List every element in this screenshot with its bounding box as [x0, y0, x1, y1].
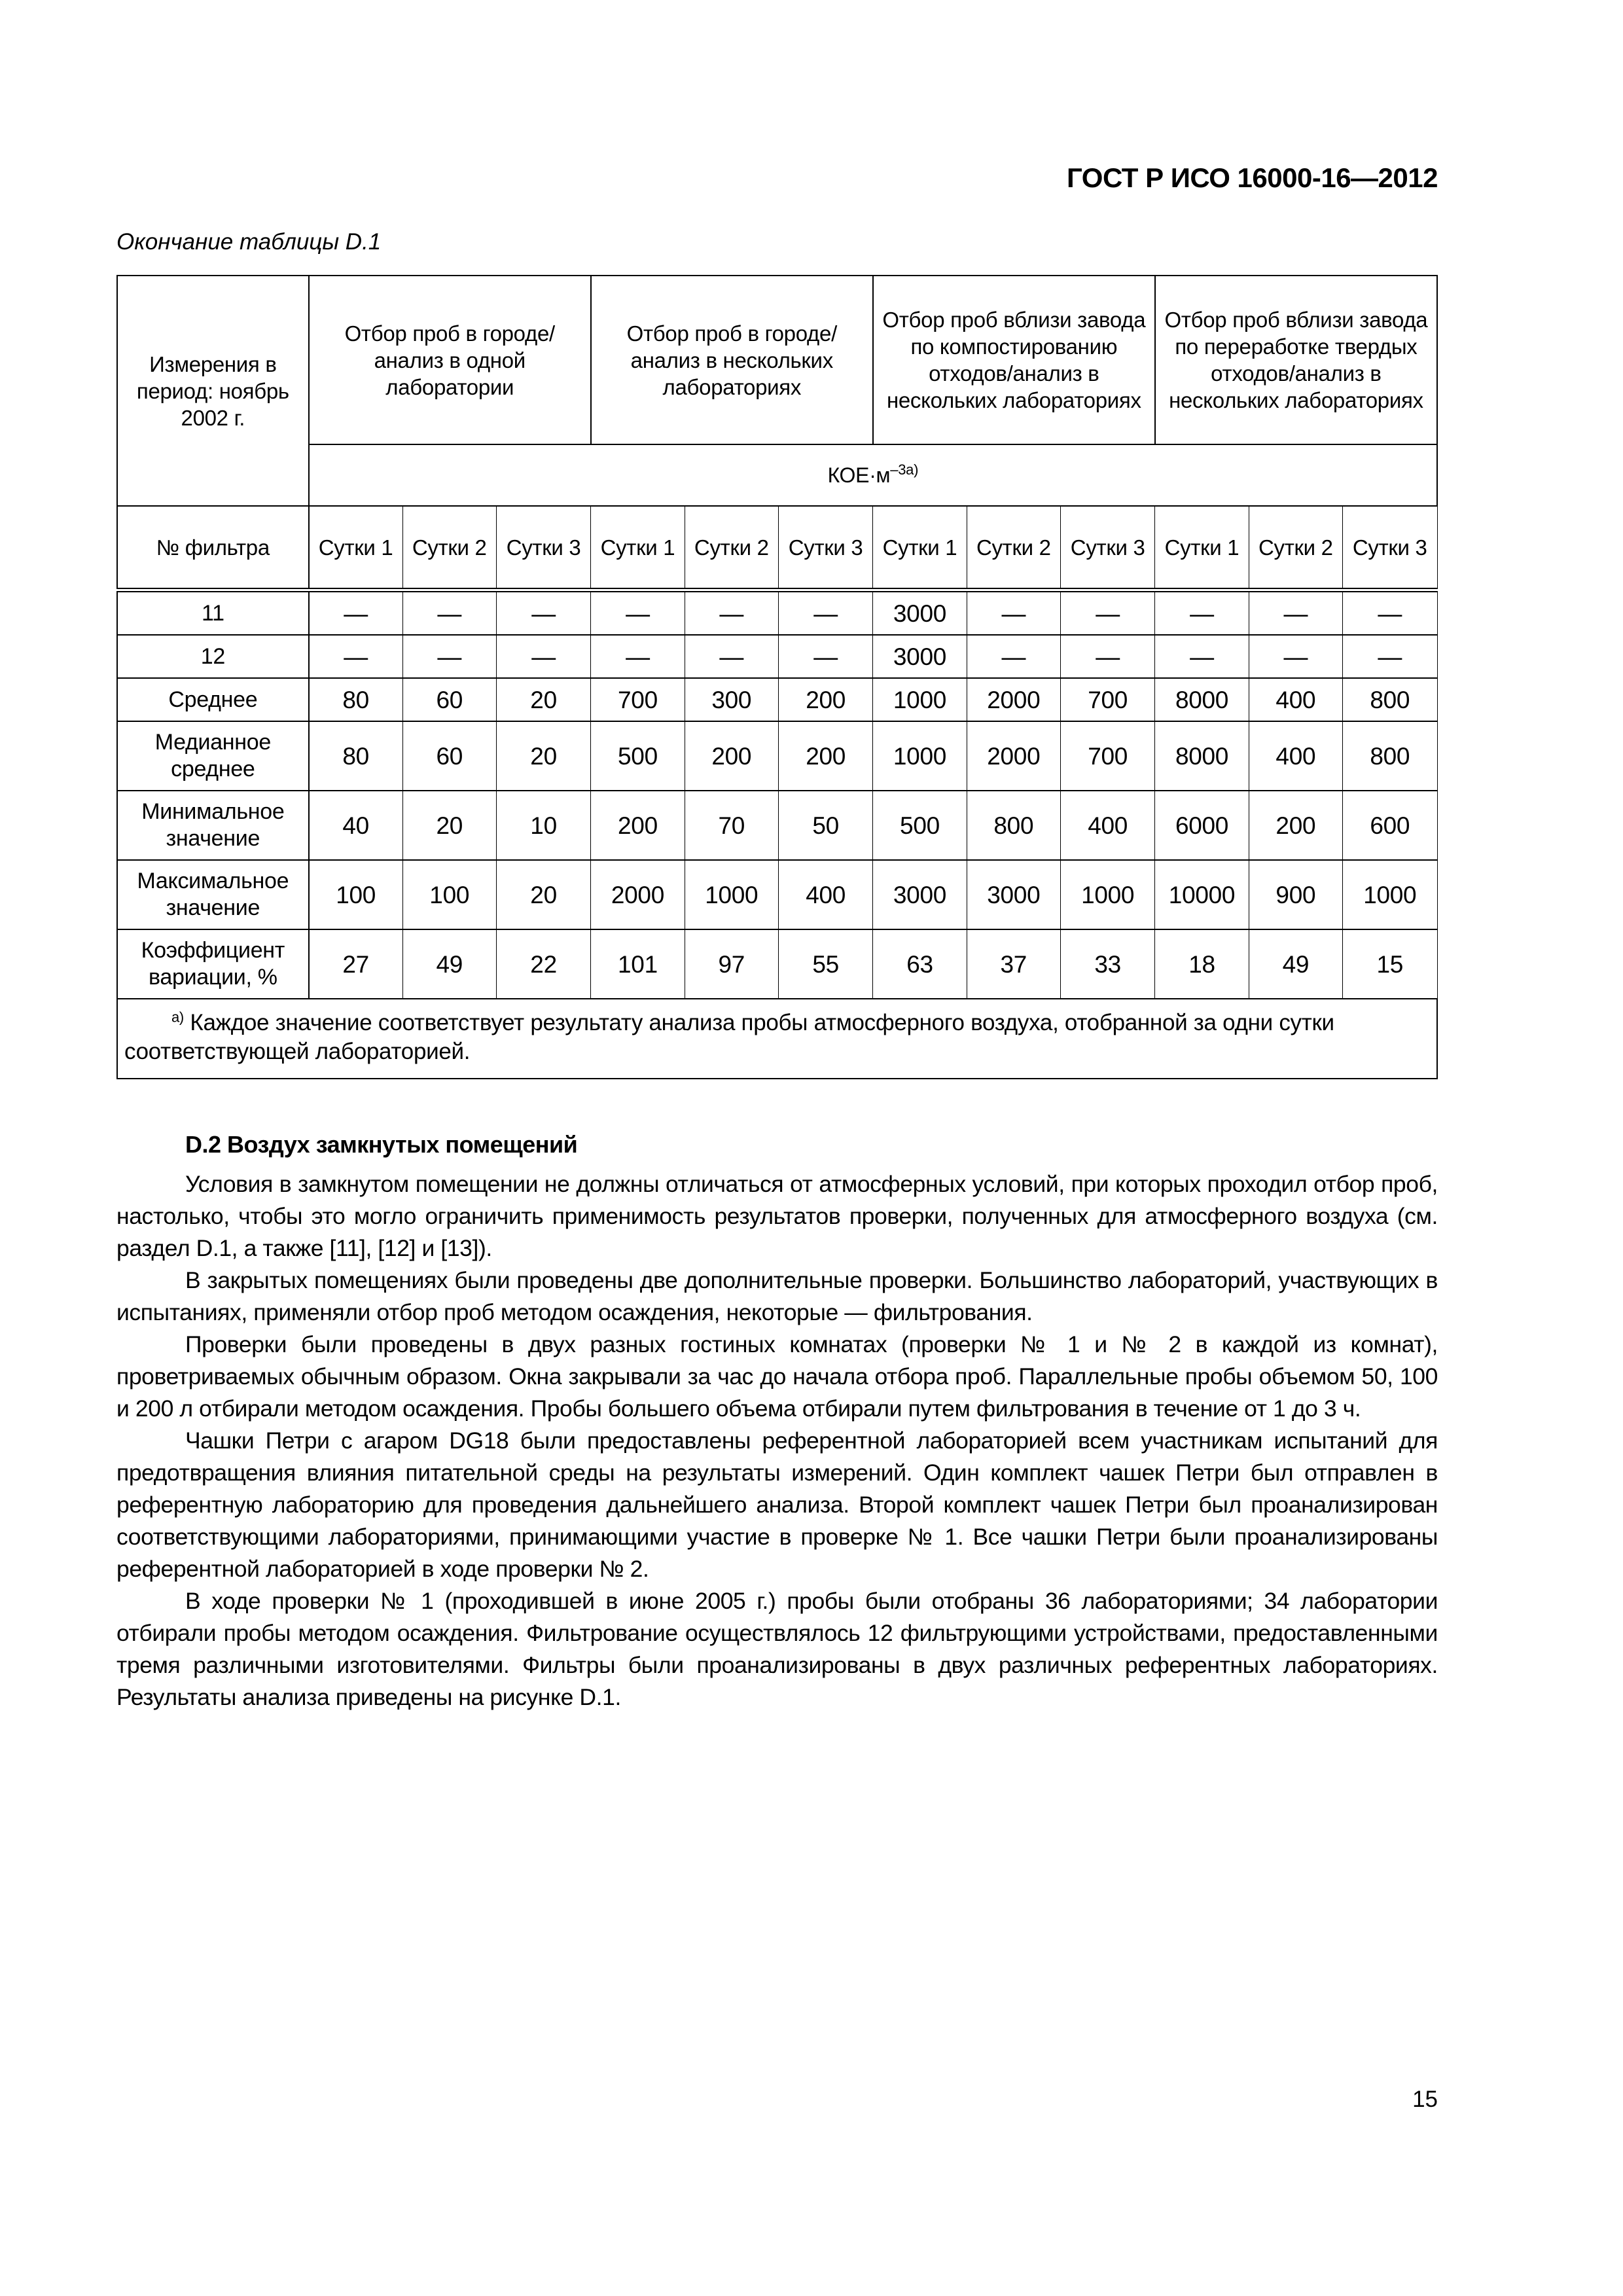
day-header: Сутки 1: [309, 506, 402, 590]
cell: 400: [1249, 721, 1342, 791]
cell: —: [1060, 590, 1154, 636]
cell: —: [1249, 590, 1342, 636]
cell: —: [1155, 635, 1249, 678]
cell: 3000: [873, 590, 967, 636]
cell: 2000: [967, 678, 1060, 721]
cell: —: [1060, 635, 1154, 678]
table-row: [117, 590, 1437, 636]
paragraph: Проверки были проведены в двух разных гостиных комнатах (проверки № 1 и № 2 в каждой из комнат), проветриваемых обычным образом. Окна закрывали за час до начала отбора проб. Параллельные пробы объемом 50, 100 и 200 л отбирали методом осаждения. Пробы большего объема отбирали путем фильтрования в течение от 1 до 3 ч.: [116, 1331, 1438, 1422]
cell: 200: [685, 721, 778, 791]
cell: —: [309, 590, 402, 636]
row-label: Коэффициент вариации, %: [117, 929, 309, 999]
table-row: [117, 929, 1437, 999]
cell: 2000: [967, 721, 1060, 791]
cell: 1000: [1343, 860, 1437, 929]
filter-header: № фильтра: [117, 506, 309, 590]
cell: —: [1343, 590, 1437, 636]
cell: 10000: [1155, 860, 1249, 929]
cell: 600: [1343, 791, 1437, 860]
cell: 49: [1249, 929, 1342, 999]
section-body: [116, 1168, 1438, 1713]
cell: 20: [402, 791, 496, 860]
day-header: Сутки 2: [402, 506, 496, 590]
cell: 1000: [873, 678, 967, 721]
cell: 100: [402, 860, 496, 929]
cell: 49: [402, 929, 496, 999]
day-header: Сутки 1: [1155, 506, 1249, 590]
cell: 55: [778, 929, 872, 999]
cell: —: [685, 635, 778, 678]
table-row: [117, 860, 1437, 929]
cell: 20: [496, 678, 590, 721]
cell: —: [967, 635, 1060, 678]
cell: 400: [1060, 791, 1154, 860]
cell: 700: [1060, 678, 1154, 721]
paragraph: Чашки Петри с агаром DG18 были предоставлены референтной лабораторией всем участникам испытаний для предотвращения влияния питательной среды на результаты измерений. Один комплект чашек Петри был отправлен в референтную лабораторию для проведения дальнейшего анализа. Второй комплект чашек Петри был проанализирован соответствующими лабораториями, принимающими участие в проверке № 1. Все чашки Петри были проанализированы референтной лабораторией в ходе проверки № 2.: [116, 1427, 1438, 1582]
cell: 18: [1155, 929, 1249, 999]
cell: 400: [1249, 678, 1342, 721]
cell: —: [778, 590, 872, 636]
day-header: Сутки 1: [873, 506, 967, 590]
cell: 6000: [1155, 791, 1249, 860]
row-label: 12: [117, 635, 309, 678]
cell: 400: [778, 860, 872, 929]
row-label: Медианное среднее: [117, 721, 309, 791]
cell: 60: [402, 678, 496, 721]
cell: 500: [591, 721, 685, 791]
cell: 200: [778, 678, 872, 721]
cell: 1000: [1060, 860, 1154, 929]
cell: 97: [685, 929, 778, 999]
day-header: Сутки 3: [1060, 506, 1154, 590]
row-label: Минимальное значение: [117, 791, 309, 860]
cell: 80: [309, 721, 402, 791]
corner-header: Измерения в период: ноябрь 2002 г.: [117, 276, 309, 506]
paragraph: В ходе проверки № 1 (проходившей в июне 2005 г.) пробы были отобраны 36 лабораториями; 34 лаборатории отбирали пробы методом осаждения. Фильтрование осуществлялось 12 фильтрующими устройствами, предоставленными тремя различными изготовителями. Фильтры были проанализированы в двух различных референтных лабораториях. Результаты анализа приведены на рисунке D.1.: [116, 1588, 1438, 1710]
results-table: [116, 275, 1438, 1079]
cell: —: [591, 635, 685, 678]
footnote-marker: а): [171, 1009, 184, 1026]
table-footnote: [117, 999, 1437, 1079]
cell: 700: [1060, 721, 1154, 791]
row-label: Среднее: [117, 678, 309, 721]
footnote-text: Каждое значение соответствует результату анализа пробы атмосферного воздуха, отобранной за одни сутки соответствующей лабораторией.: [124, 1010, 1334, 1064]
day-header: Сутки 1: [591, 506, 685, 590]
unit-text: КОЕ·м: [827, 463, 891, 487]
day-header: Сутки 3: [778, 506, 872, 590]
cell: 100: [309, 860, 402, 929]
cell: 40: [309, 791, 402, 860]
cell: 2000: [591, 860, 685, 929]
cell: 3000: [873, 860, 967, 929]
group-header: Отбор проб в городе/анализ в нескольких лабораториях: [591, 276, 873, 444]
unit-row: [117, 444, 1437, 506]
document-code: ГОСТ Р ИСО 16000-16—2012: [1067, 162, 1438, 193]
cell: 1000: [873, 721, 967, 791]
footnote-row: [117, 999, 1437, 1079]
row-label: Максимальное значение: [117, 860, 309, 929]
table-row: [117, 721, 1437, 791]
cell: —: [496, 590, 590, 636]
cell: —: [685, 590, 778, 636]
group-header: Отбор проб в городе/анализ в одной лаборатории: [309, 276, 591, 444]
cell: 1000: [685, 860, 778, 929]
cell: 800: [967, 791, 1060, 860]
cell: 200: [1249, 791, 1342, 860]
cell: —: [778, 635, 872, 678]
day-header: Сутки 2: [967, 506, 1060, 590]
table-caption: Окончание таблицы D.1: [116, 229, 382, 255]
cell: 200: [591, 791, 685, 860]
day-header-row: [117, 506, 1437, 590]
cell: 37: [967, 929, 1060, 999]
unit-superscript: –3а): [890, 461, 919, 478]
table-row: [117, 635, 1437, 678]
cell: 700: [591, 678, 685, 721]
cell: 101: [591, 929, 685, 999]
day-header: Сутки 3: [1343, 506, 1437, 590]
table-row: [117, 678, 1437, 721]
cell: 10: [496, 791, 590, 860]
group-header-row: [117, 276, 1437, 444]
cell: 3000: [873, 635, 967, 678]
group-header: Отбор проб вблизи завода по компостированию отходов/анализ в нескольких лабораториях: [873, 276, 1155, 444]
day-header: Сутки 2: [685, 506, 778, 590]
cell: 500: [873, 791, 967, 860]
table-row: [117, 791, 1437, 860]
unit-header: [309, 444, 1437, 506]
cell: —: [309, 635, 402, 678]
cell: 800: [1343, 678, 1437, 721]
section-title: D.2 Воздух замкнутых помещений: [185, 1131, 578, 1158]
row-label: 11: [117, 590, 309, 636]
cell: 800: [1343, 721, 1437, 791]
cell: —: [402, 635, 496, 678]
cell: 300: [685, 678, 778, 721]
paragraph: В закрытых помещениях были проведены две дополнительные проверки. Большинство лабораторий, участвующих в испытаниях, применяли отбор проб методом осаждения, некоторые — фильтрования.: [116, 1267, 1438, 1325]
group-header: Отбор проб вблизи завода по переработке твердых отходов/анализ в нескольких лабораториях: [1155, 276, 1437, 444]
cell: 20: [496, 860, 590, 929]
cell: 60: [402, 721, 496, 791]
cell: 200: [778, 721, 872, 791]
cell: 20: [496, 721, 590, 791]
paragraph: Условия в замкнутом помещении не должны отличаться от атмосферных условий, при которых проходил отбор проб, настолько, чтобы это могло ограничить применимость результатов проверки, полученных для атмосферного воздуха (см. раздел D.1, а также [11], [12] и [13]).: [116, 1171, 1438, 1261]
cell: 27: [309, 929, 402, 999]
cell: 3000: [967, 860, 1060, 929]
cell: 50: [778, 791, 872, 860]
cell: —: [591, 590, 685, 636]
cell: 33: [1060, 929, 1154, 999]
day-header: Сутки 3: [496, 506, 590, 590]
cell: 22: [496, 929, 590, 999]
cell: 900: [1249, 860, 1342, 929]
page-number: 15: [1412, 2087, 1438, 2112]
cell: 8000: [1155, 721, 1249, 791]
cell: —: [1155, 590, 1249, 636]
cell: 70: [685, 791, 778, 860]
cell: 63: [873, 929, 967, 999]
cell: —: [402, 590, 496, 636]
cell: —: [967, 590, 1060, 636]
cell: 15: [1343, 929, 1437, 999]
cell: —: [1343, 635, 1437, 678]
cell: 80: [309, 678, 402, 721]
cell: 8000: [1155, 678, 1249, 721]
cell: —: [1249, 635, 1342, 678]
day-header: Сутки 2: [1249, 506, 1342, 590]
cell: —: [496, 635, 590, 678]
